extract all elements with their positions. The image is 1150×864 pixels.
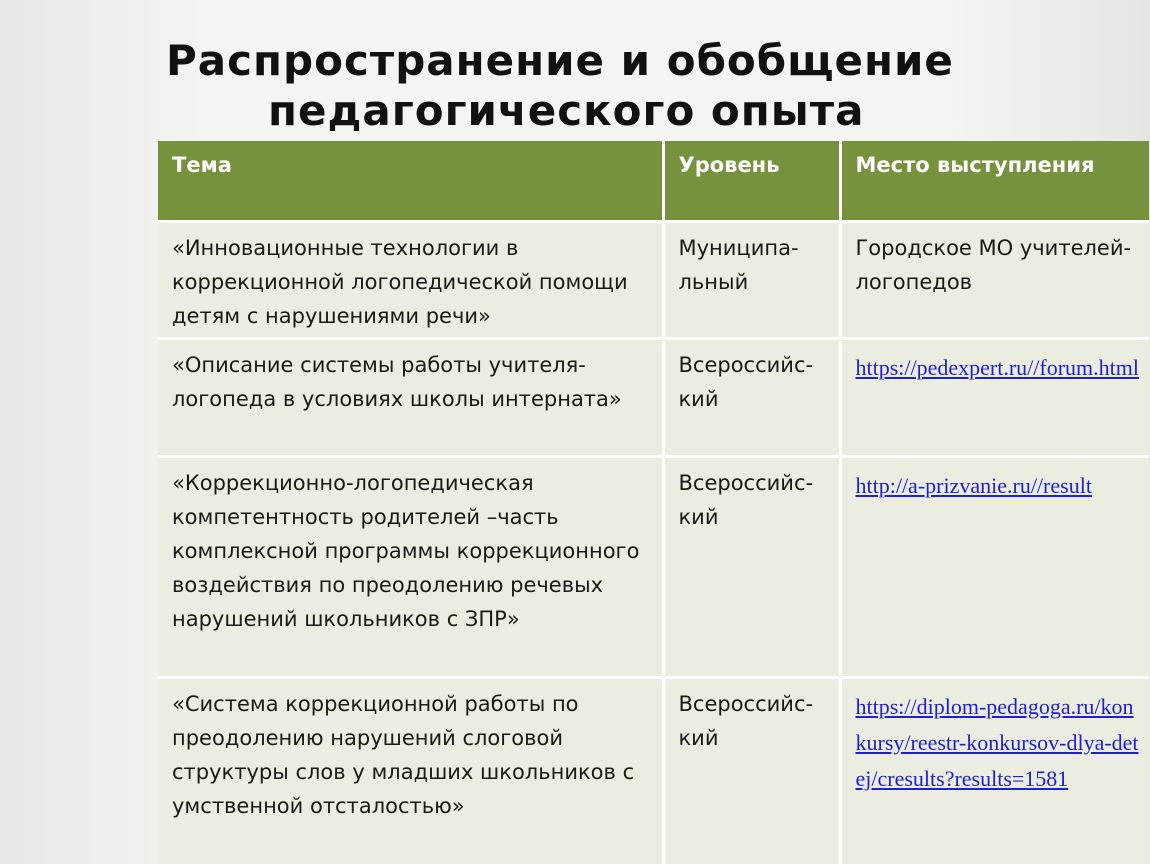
level-cell: Всероссийс-кий [663, 677, 840, 864]
place-cell: Городское МО учителей-логопедов [840, 221, 1149, 338]
slide-title [0, 36, 1150, 136]
level-cell: Всероссийс-кий [663, 456, 840, 677]
place-cell [840, 677, 1149, 864]
table-row [158, 338, 1149, 456]
place-link[interactable]: https://diplom-pedagoga.ru/konkursy/reestr-konkursov-dlya-detej/cresults?results=1581 [855, 693, 1139, 791]
table-row [158, 677, 1149, 864]
topic-cell: «Система коррекционной работы по преодолению нарушений слоговой структуры слов у младших школьников с умственной отсталостью» [158, 677, 663, 864]
place-cell [840, 338, 1149, 456]
header-level: Уровень [663, 141, 840, 221]
level-cell: Всероссийс-кий [663, 338, 840, 456]
title-line-2: педагогического опыта [268, 86, 865, 135]
topic-cell: «Описание системы работы учителя-логопеда в условиях школы интерната» [158, 338, 663, 456]
header-topic: Тема [158, 141, 663, 221]
place-link[interactable]: https://pedexpert.ru//forum.html [855, 354, 1140, 380]
experience-table [158, 141, 1149, 864]
table-row [158, 221, 1149, 338]
level-cell: Муниципа-льный [663, 221, 840, 338]
place-link[interactable]: http://a-prizvanie.ru//result [855, 472, 1092, 498]
place-cell [840, 456, 1149, 677]
topic-cell: «Коррекционно-логопедическая компетентность родителей –часть комплексной программы коррекционного воздействия по преодолению речевых нарушений школьников с ЗПР» [158, 456, 663, 677]
header-place: Место выступления [840, 141, 1149, 221]
table-row [158, 456, 1149, 677]
title-line-1: Распространение и обобщение [166, 36, 954, 85]
topic-cell: «Инновационные технологии в коррекционной логопедической помощи детям с нарушениями речи» [158, 221, 663, 338]
header-row [158, 141, 1149, 221]
